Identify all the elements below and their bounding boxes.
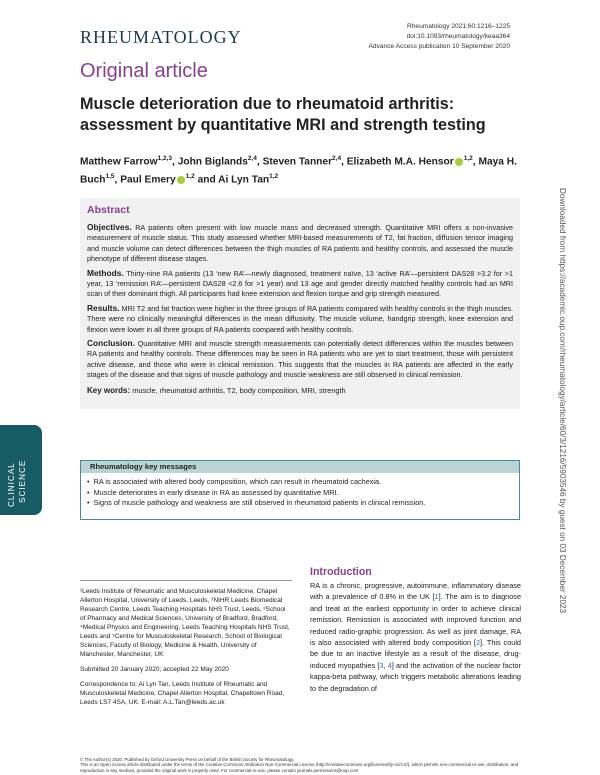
reference-link[interactable]: 3	[379, 660, 384, 670]
keywords-label: Key words:	[87, 385, 131, 395]
orcid-icon[interactable]	[455, 158, 463, 166]
ref-separator: ,	[383, 660, 388, 670]
objectives-label: Objectives.	[87, 222, 132, 232]
author-separator: ,	[114, 174, 121, 186]
affiliations-block	[80, 587, 292, 713]
methods-label: Methods.	[87, 267, 124, 278]
side-tab-line2: SCIENCE	[18, 459, 27, 503]
conclusion-text: Quantitative MRI and muscle strength measurements can potentially detect differences within the muscles between RA patients and healthy controls. These differences may be seen in RA patients who are yet to start treatment, those with persistent active disease, and those who were in clinical remission. This suggests that the muscles in RA patients are affected in the early stages of the disease and that signs of muscle pathology and muscle weakness are still observed in clinical remission.	[87, 339, 513, 380]
copyright-line: © The Author(s) 2020. Published by Oxford University Press on behalf of the British Society for Rheumatology.	[80, 757, 295, 762]
side-tab-label	[6, 460, 28, 507]
abstract-conclusion	[87, 338, 513, 381]
intro-part1: RA is a chronic, progressive, autoimmune, inflammatory disease with a prevalence of 0.8% in the UK [	[310, 581, 521, 602]
intro-part3: ]. This could be due to an inactive lifestyle as a result of the disease, drug-induced myopathies [	[310, 638, 521, 670]
key-message-item: • Muscle deteriorates in early disease in RA as assessed by quantitative MRI.	[95, 488, 519, 499]
article-metadata	[369, 22, 511, 52]
reference-link[interactable]: 4	[387, 660, 392, 670]
orcid-icon[interactable]	[177, 176, 185, 184]
author-name: Matthew Farrow	[80, 156, 158, 168]
abstract-methods	[87, 268, 513, 300]
key-message-item: • RA is associated with altered body composition, which can result in rheumatoid cachexia.	[95, 477, 519, 488]
intro-part4: ] and the activation of the nuclear factor kappa-beta pathway, which triggers metabolic alterations leading to the degradation of	[310, 660, 521, 693]
article-title: Muscle deterioration due to rheumatoid arthritis: assessment by quantitative MRI and strength testing	[80, 95, 486, 134]
license-footer	[80, 757, 520, 773]
license-line: This is an Open Access article distributed under the terms of the Creative Commons Attribution Non-Commercial License (http://creativecommons.org/licenses/by-nc/4.0/), which permits non-commercial re-use, distribution, and reproduction in any medium, provided the original work is properly cited. For commercial re-use, please contact journals.permissions@oup.com	[80, 762, 519, 773]
author-name: Elizabeth M.A. Hensor	[346, 156, 454, 168]
author-name: Ai Lyn Tan	[218, 174, 270, 186]
abstract-box	[80, 198, 520, 409]
intro-part2: ]. The aim is to diagnose and treat at the earliest opportunity in order to achieve clinical remission. Remission is associated with improved function and reduced radio-graphic progression. As well as joint damage, RA is also associated with altered body composition [	[310, 592, 521, 648]
author-name: Paul Emery	[120, 174, 176, 186]
correspondence: Correspondence to: Ai Lyn Tan, Leeds Institute of Rheumatic and Musculoskeletal Medicine, Chapel Allerton Hospital, Chapeltown Road, Leeds LS7 4SA, UK. E-mail: A.L.Tan@leeds.ac.uk	[80, 681, 285, 706]
author-separator: ,	[256, 156, 263, 168]
author-affiliation-sup: 1,2	[185, 173, 195, 181]
author-separator: ,	[341, 156, 347, 168]
keywords-text: muscle, rheumatoid arthritis, T2, body composition, MRI, strength	[132, 385, 346, 395]
affiliation-divider	[80, 580, 292, 581]
conclusion-label: Conclusion.	[87, 338, 135, 349]
author-affiliation-sup: 1,2	[463, 155, 473, 162]
introduction-heading: Introduction	[310, 566, 372, 578]
author-separator: and	[194, 174, 219, 186]
author-name: Steven Tanner	[262, 156, 333, 168]
section-label: Original article	[80, 60, 208, 82]
side-tab-line1: CLINICAL	[7, 462, 16, 507]
key-message-item: • Signs of muscle pathology and weakness are still observed in rheumatoid patients in clinical remission.	[95, 498, 519, 509]
author-affiliation-sup: 1,5	[105, 173, 115, 181]
methods-text: Thirty-nine RA patients (13 ‘new RA’—newly diagnosed, treatment naïve, 13 ‘active RA’—persistent DAS28 >3.2 for >1 year, 13 ‘remission RA’—persistent DAS28 <2.6 for >1 year) and 13 age and gender directly matched healthy controls had an MRI scan of their dominant thigh. All participants had knee extension and flexion torque and grip strength measured.	[87, 268, 513, 299]
submission-dates: Submitted 20 January 2020; accepted 22 May 2020	[80, 666, 229, 673]
results-text: MRI T2 and fat fraction were higher in the three groups of RA patients compared with healthy controls in the thigh muscles. There were no clinically meaningful differences in the mean diffusivity. The muscle volume, handgrip strength, knee extension and flexion were lower in all three groups of RA patients compared with healthy controls.	[87, 303, 514, 334]
citation: Rheumatology 2021;60:1216–1225	[406, 23, 510, 30]
author-affiliation-sup: 2,4	[332, 155, 342, 162]
author-name: Maya H. Buch	[80, 156, 517, 186]
author-list	[80, 151, 520, 188]
introduction-text	[310, 580, 521, 694]
author-separator: ,	[472, 156, 479, 168]
author-affiliation-sup: 1,2	[269, 173, 279, 181]
abstract-heading: Abstract	[87, 204, 130, 216]
author-affiliation-sup: 2,4	[247, 155, 257, 162]
advance-access: Advance Access publication 10 September 2020	[368, 43, 510, 50]
clinical-science-tab	[0, 425, 42, 515]
download-watermark: Downloaded from https://academic.oup.com/rheumatology/article/60/3/1216/5903546 by guest on 03 December 2023	[558, 188, 567, 614]
abstract-objectives	[87, 222, 513, 265]
author-separator: ,	[172, 156, 178, 168]
abstract-results	[87, 303, 513, 335]
affiliations-text: ¹Leeds Institute of Rheumatic and Musculoskeletal Medicine, Chapel Allerton Hospital, University of Leeds, Leeds, ²NIHR Leeds Biomedical Research Centre, Leeds Teaching Hospitals NHS Trust, Leeds, ³School of Pharmacy and Medical Sciences, University of Bradford, Bradford, ⁴Medical Physics and Engineering, Leeds Teaching Hospitals NHS Trust, Leeds and ⁵Centre for Musculoskeletal Research, School of Biological Sciences, Faculty of Biology, Medicine & Health, University of Manchester, Manchester, UK	[80, 588, 290, 658]
author-affiliation-sup: 1,2,3	[157, 155, 173, 162]
reference-link[interactable]: 1	[434, 592, 439, 602]
objectives-text: RA patients often present with low muscle mass and decreased strength. Quantitative MRI offers a non-invasive measurement of muscle status. This study assessed whether MRI-based measurements of T2, fat fraction, diffusion tensor imaging and muscle volume can detect differences between the thigh muscles of RA patients and healthy controls, and assessed the muscle phenotype of different disease stages.	[87, 223, 514, 264]
doi[interactable]: doi:10.1093/rheumatology/keaa364	[406, 33, 510, 40]
key-messages-box	[80, 460, 520, 520]
key-messages-heading: Rheumatology key messages	[81, 461, 519, 473]
author-name: John Biglands	[177, 156, 248, 168]
key-messages-list	[81, 477, 519, 509]
reference-link[interactable]: 2	[475, 638, 481, 648]
keywords	[87, 386, 513, 396]
results-label: Results.	[87, 302, 120, 313]
journal-name: RHEUMATOLOGY	[80, 27, 242, 47]
